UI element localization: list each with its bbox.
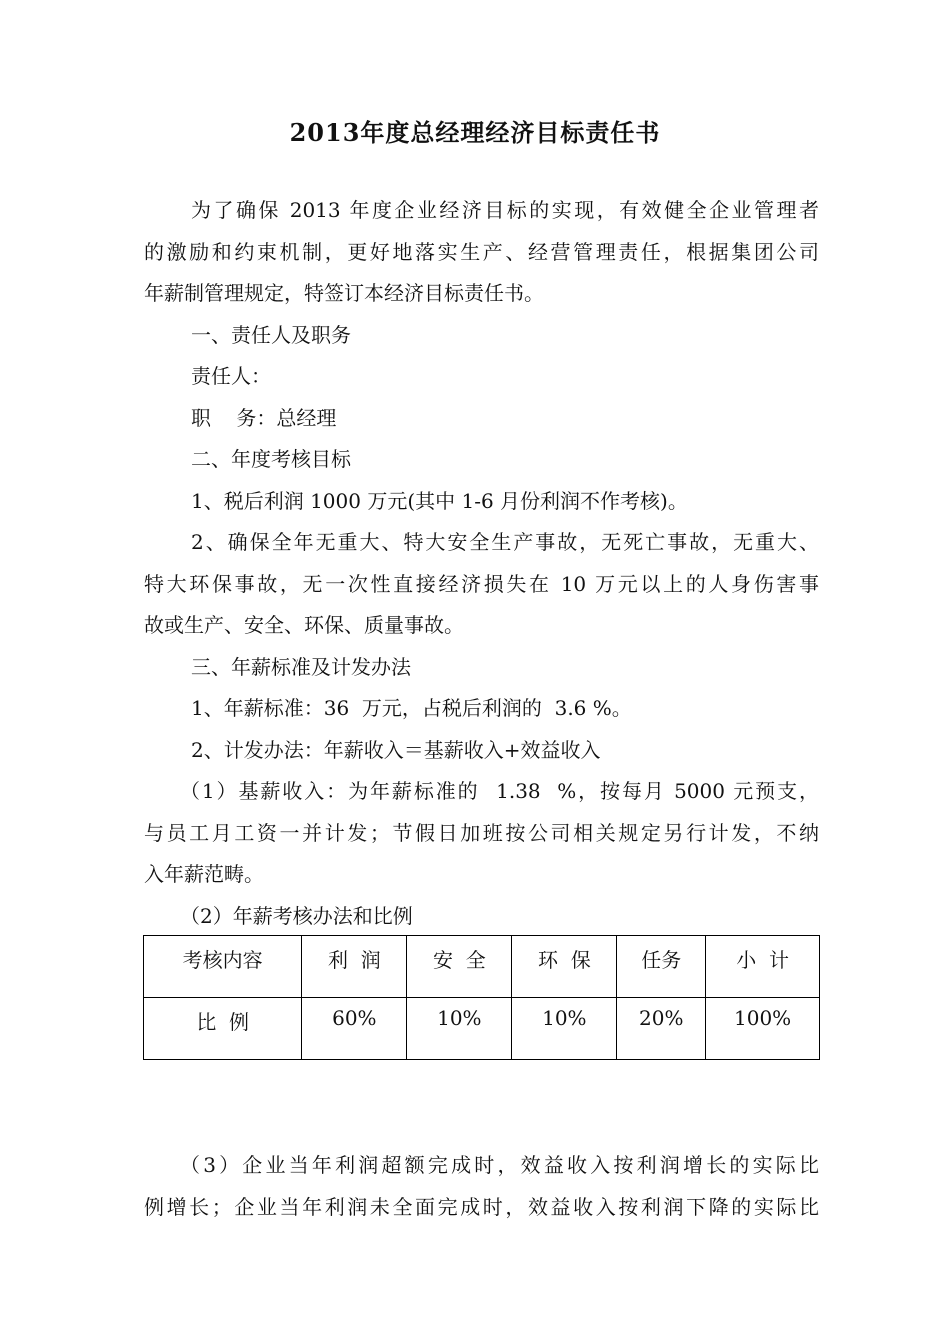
goal-2-line-2: 特大环保事故，无一次性直接经济损失在 10 万元以上的人身伤害事	[144, 571, 819, 596]
section-heading-1: 一、责任人及职务	[191, 322, 351, 347]
table-row	[144, 998, 820, 1060]
assessment-table	[143, 935, 820, 1060]
salary-standard: 1、年薪标准：36 万元，占税后利润的 3.6 %。	[191, 696, 632, 720]
base-salary-line-1: （1）基薪收入：为年薪标准的 1.38 %，按每月 5000 元预支，	[180, 779, 819, 803]
intro-line-3: 年薪制管理规定，特签订本经济目标责任书。	[144, 281, 544, 305]
performance-income-paragraph	[144, 1145, 819, 1228]
goal-2-line-1: 2、确保全年无重大、特大安全生产事故，无死亡事故，无重大、	[191, 530, 819, 554]
goal-2-line-3: 故或生产、安全、环保、质量事故。	[144, 613, 464, 637]
para3-line-2: 例增长；企业当年利润未全面完成时，效益收入按利润下降的实际比	[144, 1194, 819, 1219]
responsible-person-line: 责任人：	[191, 364, 271, 388]
table-cell: 10%	[407, 998, 512, 1060]
goal-1: 1、税后利润 1000 万元(其中 1-6 月份利润不作考核)。	[191, 488, 688, 513]
document-body	[144, 190, 819, 937]
base-salary-line-3: 入年薪范畴。	[144, 862, 264, 886]
table-cell: 考核内容	[144, 936, 302, 998]
salary-method: 2、计发办法：年薪收入＝基薪收入+效益收入	[191, 737, 601, 762]
table-cell: 任务	[617, 936, 706, 998]
intro-line-2: 的激励和约束机制，更好地落实生产、经营管理责任，根据集团公司	[144, 239, 819, 264]
document-title: 2013年度总经理经济目标责任书	[289, 118, 661, 147]
table-cell: 利 润	[302, 936, 407, 998]
table-cell: 10%	[512, 998, 617, 1060]
section-heading-2: 二、年度考核目标	[191, 447, 351, 471]
table-cell: 20%	[617, 998, 706, 1060]
table-cell: 环 保	[512, 936, 617, 998]
table-cell: 比 例	[144, 998, 302, 1060]
base-salary-line-2: 与员工月工资一并计发；节假日加班按公司相关规定另行计发，不纳	[144, 820, 819, 845]
table-cell: 小 计	[706, 936, 820, 998]
table-cell: 安 全	[407, 936, 512, 998]
para3-line-1: （3）企业当年利润超额完成时，效益收入按利润增长的实际比	[180, 1153, 819, 1177]
table-header-row	[144, 936, 820, 998]
table-cell: 100%	[706, 998, 820, 1060]
assessment-title: （2）年薪考核办法和比例	[180, 903, 413, 928]
section-heading-3: 三、年薪标准及计发办法	[191, 654, 411, 679]
table-cell: 60%	[302, 998, 407, 1060]
position-line: 职 务：总经理	[191, 405, 337, 430]
intro-line-1: 为了确保 2013 年度企业经济目标的实现，有效健全企业管理者	[191, 198, 819, 222]
